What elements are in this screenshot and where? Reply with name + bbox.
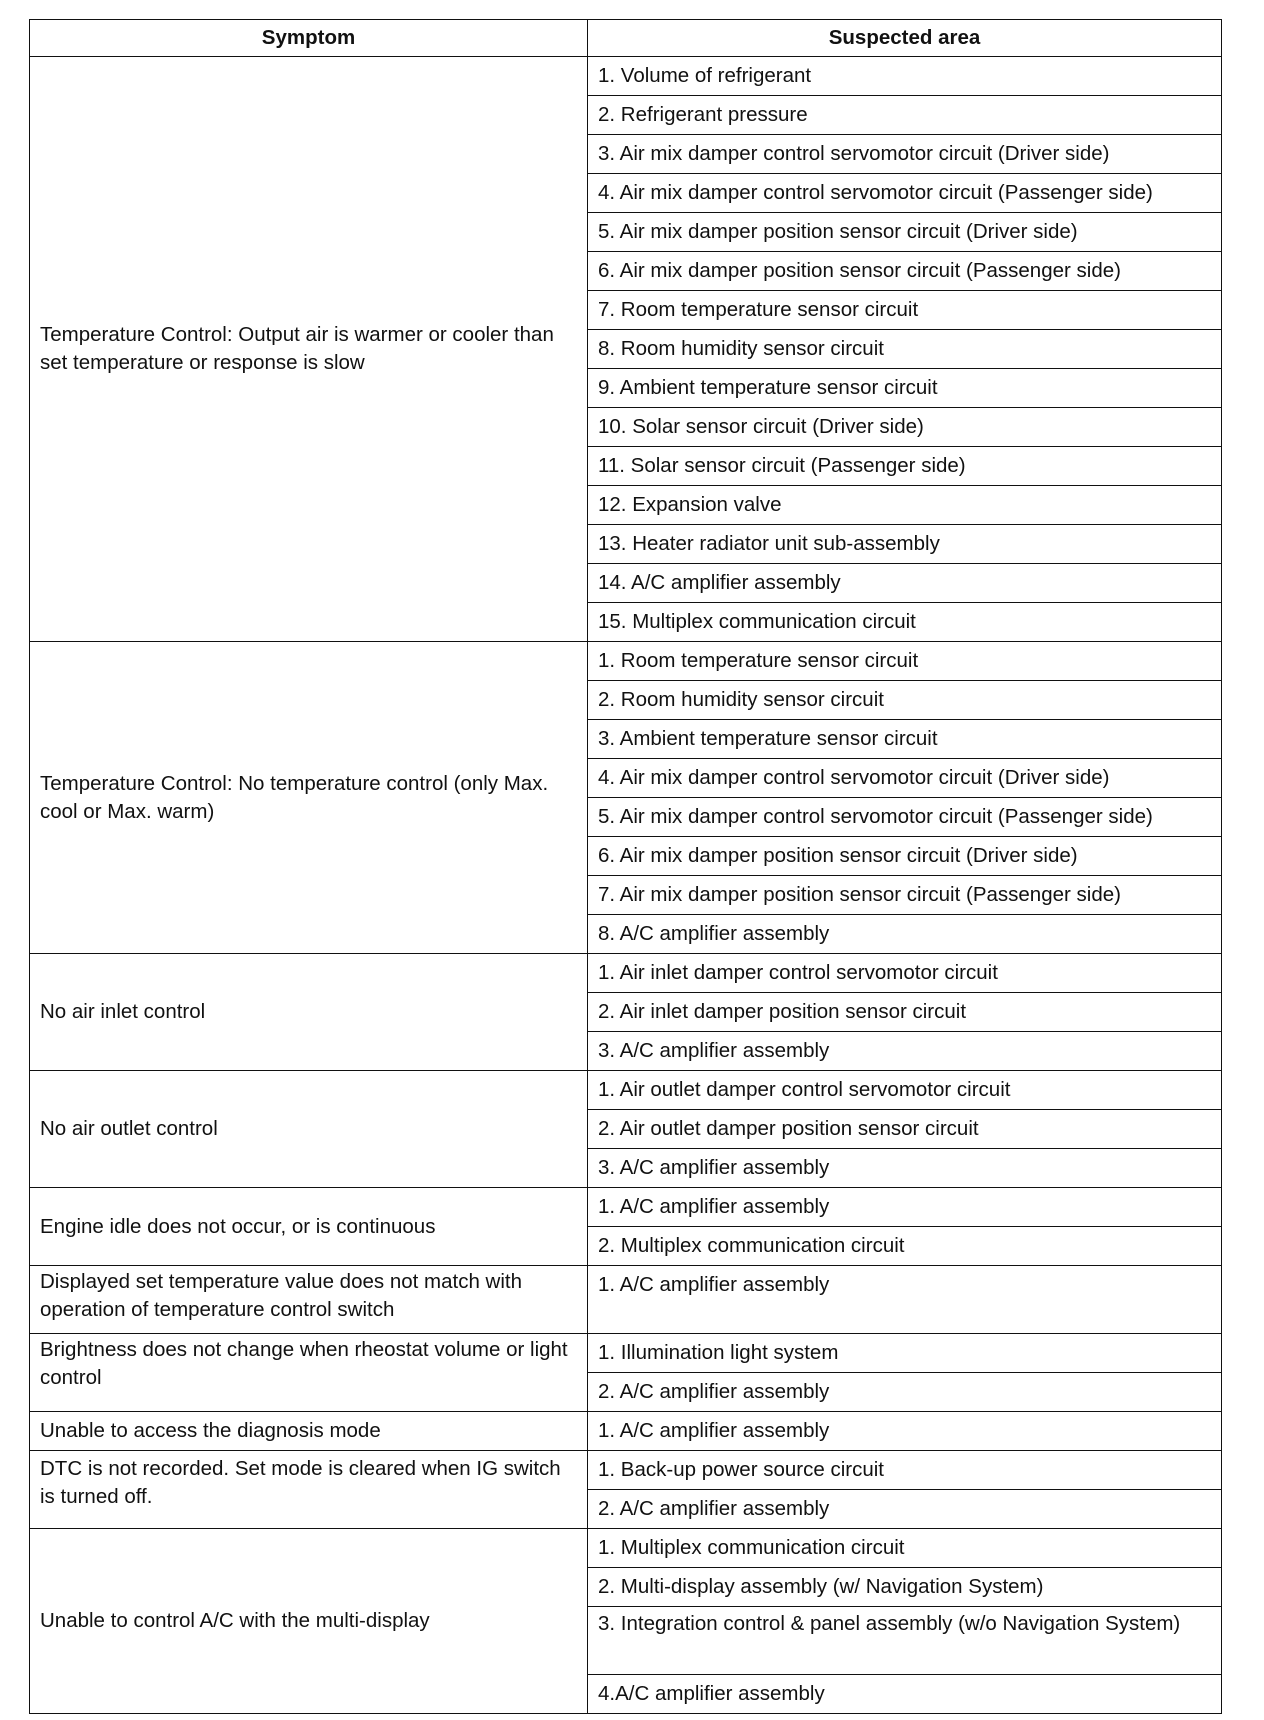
suspected-area-cell: 2. A/C amplifier assembly [588,1373,1222,1412]
suspected-area-cell: 1. Air outlet damper control servomotor circuit [588,1071,1222,1110]
suspected-area-cell: 3. Air mix damper control servomotor circuit (Driver side) [588,135,1222,174]
suspected-area-cell: 1. Illumination light system [588,1334,1222,1373]
suspected-area-column-header: Suspected area [588,20,1222,57]
suspected-area-cell: 7. Room temperature sensor circuit [588,291,1222,330]
suspected-area-cell: 6. Air mix damper position sensor circuit (Driver side) [588,837,1222,876]
diagnosis-table [29,19,1222,1714]
symptom-column-header: Symptom [30,20,588,57]
table-row [30,1334,1222,1373]
suspected-area-cell: 10. Solar sensor circuit (Driver side) [588,408,1222,447]
suspected-area-cell: 7. Air mix damper position sensor circuit (Passenger side) [588,876,1222,915]
suspected-area-cell: 2. Multiplex communication circuit [588,1227,1222,1266]
suspected-area-cell: 1. A/C amplifier assembly [588,1266,1222,1334]
table-header-row [30,20,1222,57]
suspected-area-cell: 1. A/C amplifier assembly [588,1188,1222,1227]
suspected-area-cell: 4. Air mix damper control servomotor circuit (Driver side) [588,759,1222,798]
suspected-area-cell: 2. Room humidity sensor circuit [588,681,1222,720]
suspected-area-cell: 3. Ambient temperature sensor circuit [588,720,1222,759]
suspected-area-cell: 1. Volume of refrigerant [588,57,1222,96]
suspected-area-cell: 3. A/C amplifier assembly [588,1149,1222,1188]
table-row [30,1188,1222,1227]
suspected-area-cell: 2. Air inlet damper position sensor circuit [588,993,1222,1032]
table-row [30,1266,1222,1334]
table-row [30,1451,1222,1490]
table-row [30,1071,1222,1110]
symptom-cell: Engine idle does not occur, or is continuous [30,1188,588,1266]
symptom-cell: Unable to control A/C with the multi-display [30,1529,588,1714]
suspected-area-cell: 2. Multi-display assembly (w/ Navigation System) [588,1568,1222,1607]
table-row [30,1412,1222,1451]
suspected-area-cell: 5. Air mix damper position sensor circuit (Driver side) [588,213,1222,252]
suspected-area-cell: 11. Solar sensor circuit (Passenger side) [588,447,1222,486]
suspected-area-cell: 12. Expansion valve [588,486,1222,525]
suspected-area-cell: 2. Refrigerant pressure [588,96,1222,135]
symptom-cell: Brightness does not change when rheostat volume or light control [30,1334,588,1412]
symptom-cell: Temperature Control: Output air is warmer or cooler than set temperature or response is slow [30,57,588,642]
symptom-cell: Displayed set temperature value does not match with operation of temperature control switch [30,1266,588,1334]
suspected-area-cell: 15. Multiplex communication circuit [588,603,1222,642]
table-row [30,954,1222,993]
symptom-cell: Unable to access the diagnosis mode [30,1412,588,1451]
suspected-area-cell: 3. A/C amplifier assembly [588,1032,1222,1071]
suspected-area-cell: 1. Multiplex communication circuit [588,1529,1222,1568]
symptom-cell: No air outlet control [30,1071,588,1188]
table-row [30,642,1222,681]
suspected-area-cell: 5. Air mix damper control servomotor circuit (Passenger side) [588,798,1222,837]
suspected-area-cell: 1. A/C amplifier assembly [588,1412,1222,1451]
suspected-area-cell: 2. A/C amplifier assembly [588,1490,1222,1529]
table-row [30,57,1222,96]
symptom-cell: Temperature Control: No temperature control (only Max. cool or Max. warm) [30,642,588,954]
suspected-area-cell: 6. Air mix damper position sensor circuit (Passenger side) [588,252,1222,291]
suspected-area-cell: 8. A/C amplifier assembly [588,915,1222,954]
suspected-area-cell: 4.A/C amplifier assembly [588,1675,1222,1714]
suspected-area-cell: 13. Heater radiator unit sub-assembly [588,525,1222,564]
suspected-area-cell: 1. Room temperature sensor circuit [588,642,1222,681]
suspected-area-cell: 1. Air inlet damper control servomotor circuit [588,954,1222,993]
table-row [30,1529,1222,1568]
suspected-area-cell: 2. Air outlet damper position sensor circuit [588,1110,1222,1149]
symptom-cell: No air inlet control [30,954,588,1071]
suspected-area-cell: 8. Room humidity sensor circuit [588,330,1222,369]
suspected-area-cell: 9. Ambient temperature sensor circuit [588,369,1222,408]
suspected-area-cell: 4. Air mix damper control servomotor circuit (Passenger side) [588,174,1222,213]
symptom-cell: DTC is not recorded. Set mode is cleared when IG switch is turned off. [30,1451,588,1529]
suspected-area-cell: 3. Integration control & panel assembly (w/o Navigation System) [588,1607,1222,1675]
suspected-area-cell: 1. Back-up power source circuit [588,1451,1222,1490]
suspected-area-cell: 14. A/C amplifier assembly [588,564,1222,603]
